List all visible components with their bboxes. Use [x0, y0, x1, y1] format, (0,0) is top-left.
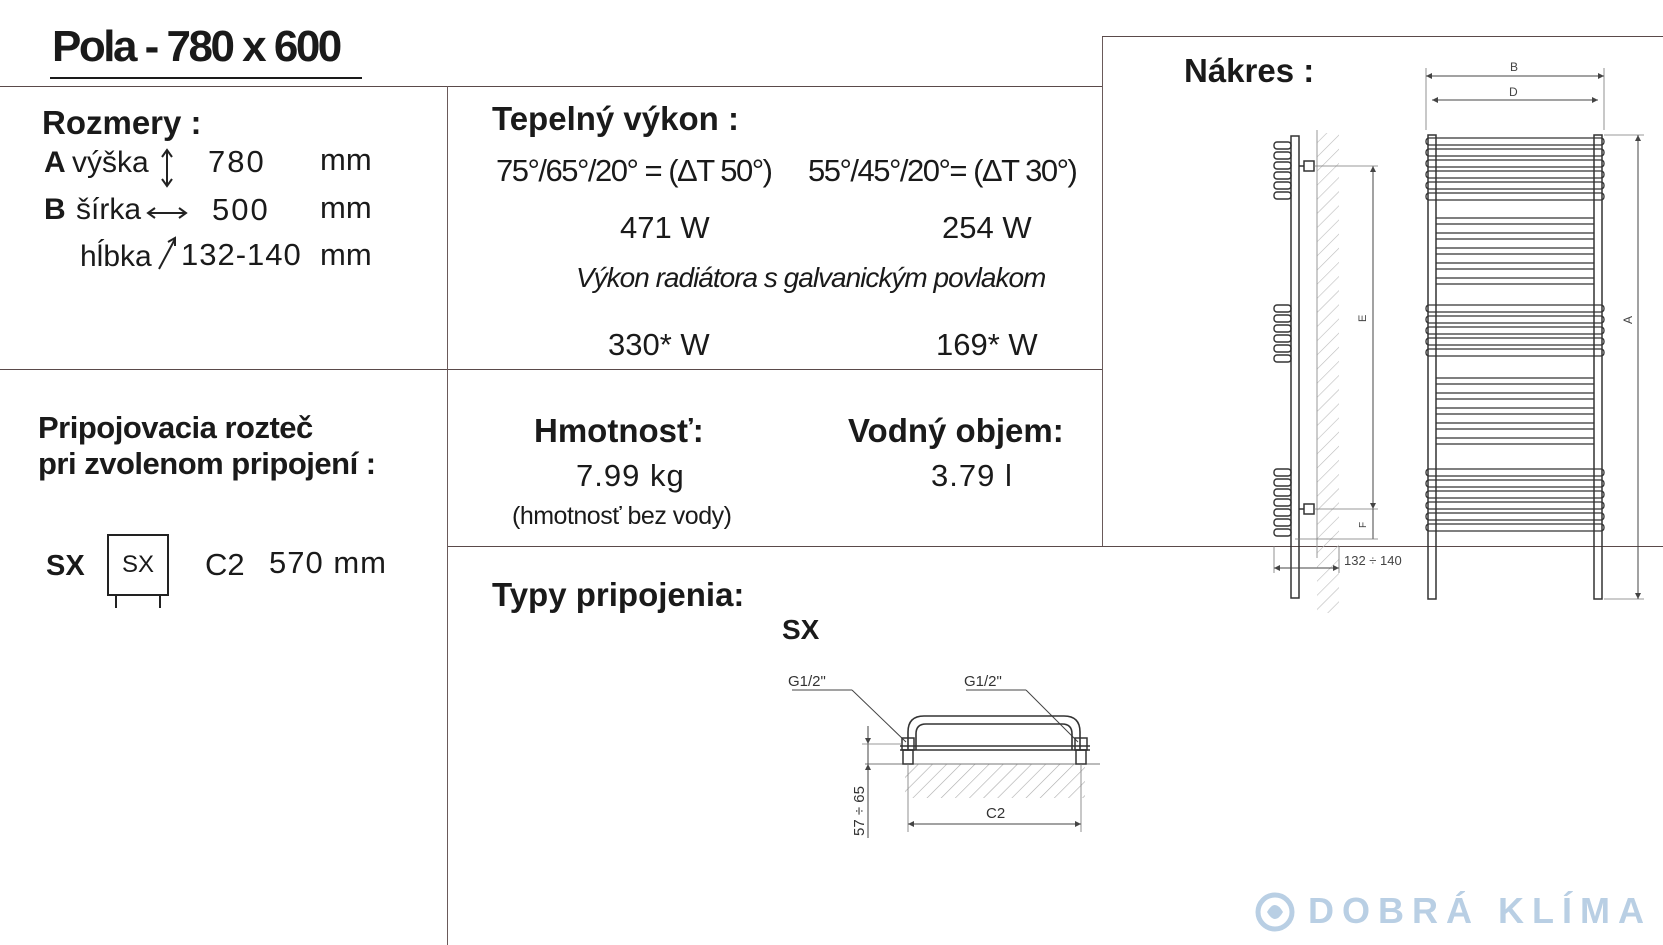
weight-value: 7.99 kg [576, 458, 685, 493]
connection-type: SX [46, 550, 85, 582]
width-prefix: B [44, 193, 66, 226]
height-range-label: 57 ÷ 65 [851, 786, 868, 836]
sx-connection-diagram [788, 670, 1120, 895]
width-label: šírka [76, 193, 142, 226]
weight-heading: Hmotnosť: [534, 412, 704, 449]
spacing-label: C2 [205, 547, 245, 582]
depth-unit: mm [320, 237, 372, 272]
pipe-stubs-icon [107, 596, 169, 610]
spacing-value: 570 mm [269, 545, 387, 580]
title-underline [50, 77, 362, 79]
connection-types-heading: Typy pripojenia: [492, 576, 745, 613]
water-heading: Vodný objem: [848, 412, 1064, 449]
thermal-col1-header: 75°/65°/20° = (ΔT 50°) [496, 153, 772, 188]
width-value: 500 [212, 192, 270, 227]
drawing-frame-top [1102, 36, 1663, 37]
height-label: výška [72, 146, 149, 179]
divider [0, 369, 1103, 370]
watermark-text: DOBRÁ KLÍMA [1308, 890, 1652, 931]
connection-box-label: SX [121, 551, 154, 578]
thread-left-label: G1/2" [788, 673, 826, 690]
connection-types-type: SX [782, 614, 820, 645]
thermal-col2-value: 254 W [942, 210, 1032, 245]
thread-right-label: G1/2" [964, 673, 1002, 690]
vertical-arrow-icon [160, 148, 174, 188]
connection-heading-line2: pri zvolenom pripojení : [38, 446, 376, 481]
connection-type-box [107, 534, 169, 596]
height-prefix: A [44, 146, 66, 179]
connection-heading-line1: Pripojovacia rozteč [38, 410, 313, 445]
drawing-frame-left [1102, 36, 1103, 546]
width-unit: mm [320, 190, 372, 225]
water-value: 3.79 l [931, 458, 1013, 493]
galvanic-note: Výkon radiátora s galvanickým povlakom [576, 262, 1046, 293]
depth-range-label: 132 ÷ 140 [1344, 553, 1402, 568]
thermal-heading: Tepelný výkon : [492, 100, 739, 137]
diagonal-arrow-icon [156, 236, 178, 272]
divider [0, 86, 1103, 87]
logo-icon [1253, 890, 1297, 934]
thermal-col2-header: 55°/45°/20°= (ΔT 30°) [808, 153, 1077, 188]
dim-B-label: B [1510, 60, 1519, 74]
dimensions-heading: Rozmery : [42, 104, 202, 141]
page-title: Pola - 780 x 600 [52, 22, 340, 71]
c2-dim-label: C2 [986, 805, 1006, 822]
dim-F-label: F [1358, 521, 1369, 528]
drawing-heading: Nákres : [1184, 52, 1315, 89]
thermal-col1-value: 471 W [620, 210, 710, 245]
radiator-technical-drawing [1260, 58, 1650, 578]
weight-note: (hmotnosť bez vody) [512, 502, 732, 530]
depth-value: 132-140 [181, 237, 302, 272]
height-value: 780 [208, 144, 266, 179]
height-unit: mm [320, 142, 372, 177]
dim-E-label: E [1357, 314, 1369, 322]
horizontal-arrow-icon [146, 206, 188, 220]
thermal-col1-galvanic: 330* W [608, 327, 710, 362]
dim-A-label: A [1621, 315, 1635, 324]
depth-label: hĺbka [80, 240, 152, 273]
divider [448, 546, 1103, 547]
dim-D-label: D [1509, 85, 1518, 99]
divider [447, 86, 448, 945]
thermal-col2-galvanic: 169* W [936, 327, 1038, 362]
